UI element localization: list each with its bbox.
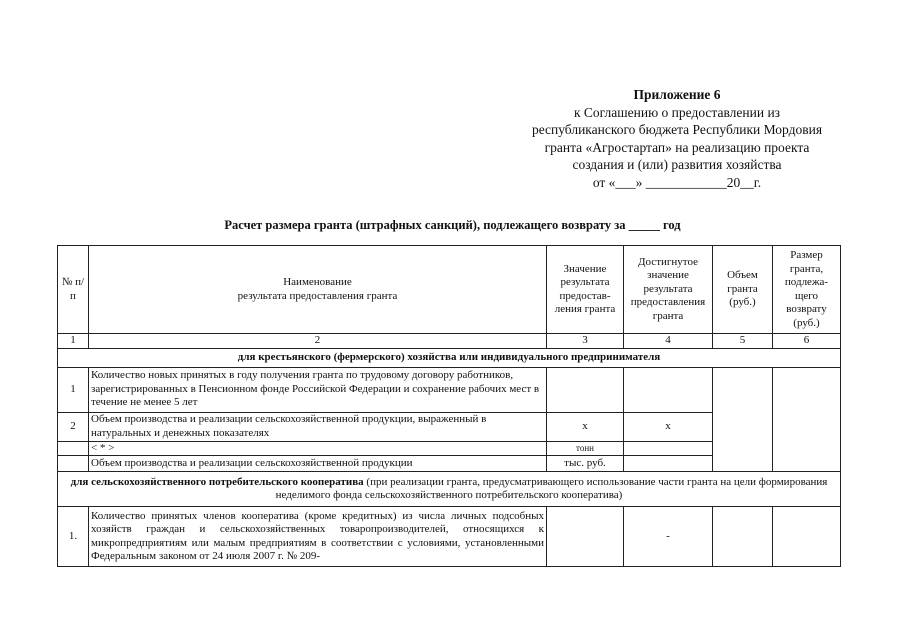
column-number: 4 [624, 334, 713, 349]
header-achieved-value: Достигнутое значение результата предоставления гранта [624, 246, 713, 334]
column-number: 3 [547, 334, 624, 349]
header-grant-volume: Объем гранта (руб.) [713, 246, 773, 334]
row-num [58, 441, 89, 456]
appendix-header [500, 86, 854, 192]
row-num: 2 [58, 412, 89, 441]
row-achieved-value: х [624, 412, 713, 441]
section-row [58, 472, 841, 507]
header-num: № п/п [58, 246, 89, 334]
table-header-row [58, 246, 841, 334]
table-row [58, 507, 841, 567]
column-number: 6 [773, 334, 841, 349]
row-num: 1. [58, 507, 89, 567]
row-target-value: х [547, 412, 624, 441]
section-row [58, 348, 841, 367]
grant-volume-cell [713, 507, 773, 567]
row-achieved-value [624, 441, 713, 456]
appendix-line: гранта «Агростартап» на реализацию проекта [544, 139, 810, 155]
header-name: Наименование результата предоставления гранта [89, 246, 547, 334]
section-cooperative-title [58, 472, 841, 507]
row-name: Объем производства и реализации сельскохозяйственной продукции [89, 456, 547, 472]
section-cooperative-note: (при реализации гранта, предусматривающего использование части гранта на цели формирования неделимого фонда сельскохозяйственного потребительского кооператива) [275, 475, 828, 501]
row-name: Объем производства и реализации сельскохозяйственной продукции, выраженный в натуральных и денежных показателях [89, 412, 547, 441]
header-target-value: Значение результата предостав-ления гранта [547, 246, 624, 334]
row-achieved-value [624, 456, 713, 472]
appendix-title: Приложение 6 [633, 87, 721, 102]
refund-amount-cell [773, 507, 841, 567]
appendix-date-line: от «___» ____________20__г. [592, 174, 762, 190]
appendix-line: республиканского бюджета Республики Мордовия [531, 122, 823, 138]
row-achieved-value [624, 367, 713, 412]
column-number: 1 [58, 334, 89, 349]
appendix-line: к Соглашению о предоставлении из [573, 104, 780, 120]
section-farm-title: для крестьянского (фермерского) хозяйства или индивидуального предпринимателя [58, 348, 841, 367]
row-target-unit: тонн [547, 441, 624, 456]
row-name: < * > [89, 441, 547, 456]
row-target-unit: тыс. руб. [547, 456, 624, 472]
grant-volume-cell [713, 367, 773, 472]
column-number-row [58, 334, 841, 349]
column-number: 2 [89, 334, 547, 349]
row-num [58, 456, 89, 472]
section-cooperative-bold: для сельскохозяйственного потребительского кооператива [70, 475, 364, 488]
document-title: Расчет размера гранта (штрафных санкций), подлежащего возврату за _____ год [224, 218, 681, 232]
row-num: 1 [58, 367, 89, 412]
column-number: 5 [713, 334, 773, 349]
grant-refund-table [57, 245, 841, 567]
row-name: Количество принятых членов кооператива (кроме кредитных) из числа личных подсобных хозяйств граждан и сельскохозяйственных товаропроизводителей, относящихся к микропредприятиям или малым предприятиям в соответствии с условиями, установленными Федеральным законом от 24 июля 2007 г. № 209- [89, 507, 547, 567]
table-row [58, 367, 841, 412]
refund-amount-cell [773, 367, 841, 472]
header-refund-amount: Размер гранта, подлежа-щего возврату (руб.) [773, 246, 841, 334]
row-target-value [547, 507, 624, 567]
row-achieved-value: - [624, 507, 713, 567]
row-name: Количество новых принятых в году получения гранта по трудовому договору работников, зарегистрированных в Пенсионном фонде Российской Федерации и сохранение рабочих мест в течение не менее 5 лет [89, 367, 547, 412]
row-target-value [547, 367, 624, 412]
appendix-line: создания и (или) развития хозяйства [572, 157, 782, 173]
